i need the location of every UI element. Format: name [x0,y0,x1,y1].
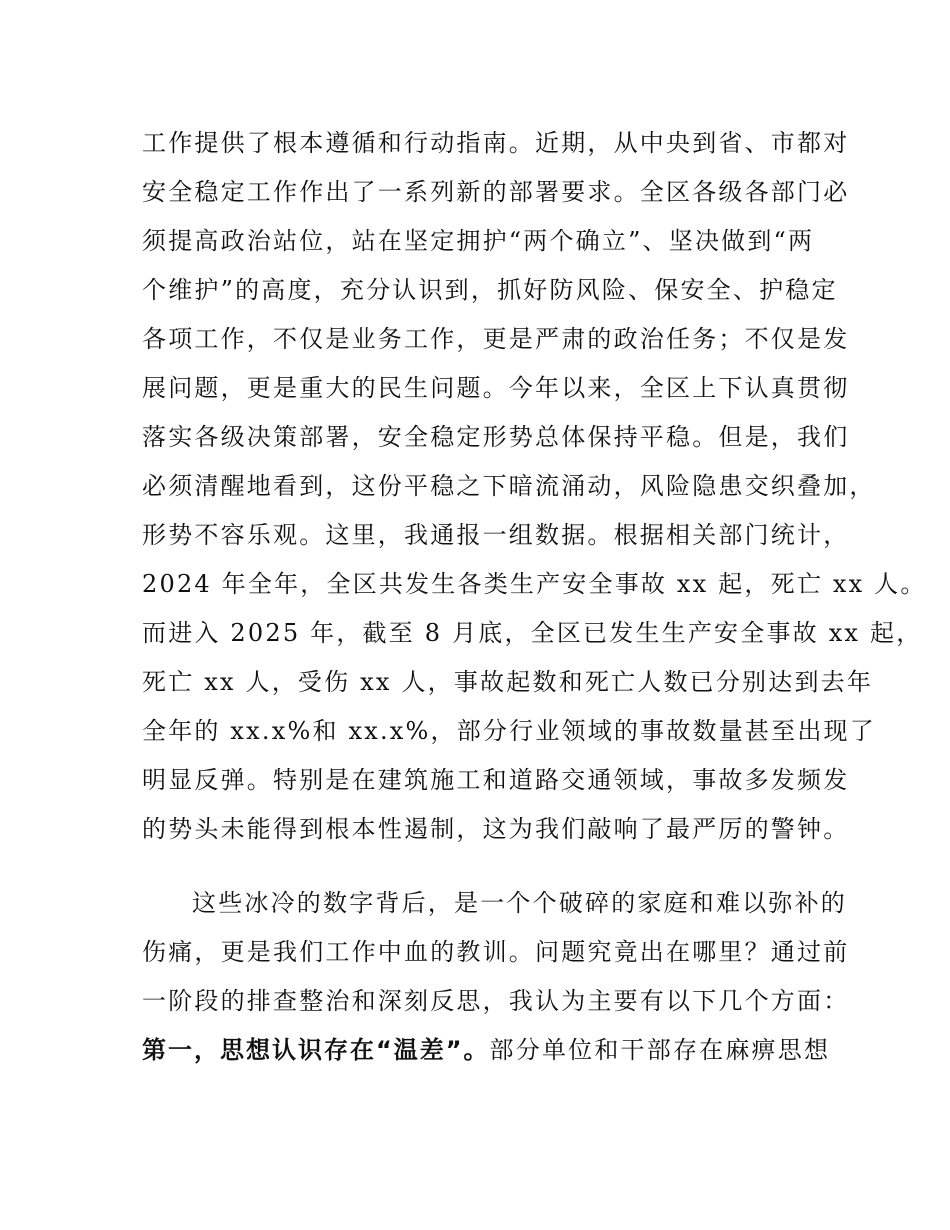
text-line: 展问题，更是重大的民生问题。今年以来，全区上下认真贯彻 [142,374,850,402]
text-line: 明显反弹。特别是在建筑施工和道路交通领域，事故多发频发 [142,766,850,794]
text-line: 必须清醒地看到，这份平稳之下暗流涌动，风险隐患交织叠加， [142,472,876,500]
text-line: 而进入 2025 年，截至 8 月底，全区已发生生产安全事故 xx 起， [142,619,923,647]
text-line: 须提高政治站位，站在坚定拥护“两个确立”、坚决做到“两 [142,227,815,255]
section-text: 部分单位和干部存在麻痹思想 [489,1036,831,1064]
section-heading: 第一，思想认识存在“温差”。 [142,1036,490,1064]
text-line: 这些冰冷的数字背后，是一个个破碎的家庭和难以弥补的 [192,889,847,917]
text-line: 落实各级决策部署，安全稳定形势总体保持平稳。但是，我们 [142,423,850,451]
text-line: 死亡 xx 人，受伤 xx 人，事故起数和死亡人数已分别达到去年 [142,668,874,696]
text-line: 工作提供了根本遵循和行动指南。近期，从中央到省、市都对 [142,129,850,157]
paragraph-3 [142,1035,830,1065]
text-line: 的势头未能得到根本性遏制，这为我们敲响了最严厉的警钟。 [142,815,850,843]
text-line: 各项工作，不仅是业务工作，更是严肃的政治任务；不仅是发 [142,325,850,353]
text-line: 一阶段的排查整治和深刻反思，我认为主要有以下几个方面： [142,987,850,1015]
text-line: 个维护”的高度，充分认识到，抓好防风险、保安全、护稳定 [142,276,838,304]
text-line: 2024 年全年，全区共发生各类生产安全事故 xx 起，死亡 xx 人。 [142,570,927,598]
text-line: 形势不容乐观。这里，我通报一组数据。根据相关部门统计， [142,521,850,549]
text-line: 伤痛，更是我们工作中血的教训。问题究竟出在哪里？通过前 [142,938,850,966]
text-line: 全年的 xx.x%和 xx.x%，部分行业领域的事故数量甚至出现了 [142,717,876,745]
text-line: 安全稳定工作作出了一系列新的部署要求。全区各级各部门必 [142,178,850,206]
